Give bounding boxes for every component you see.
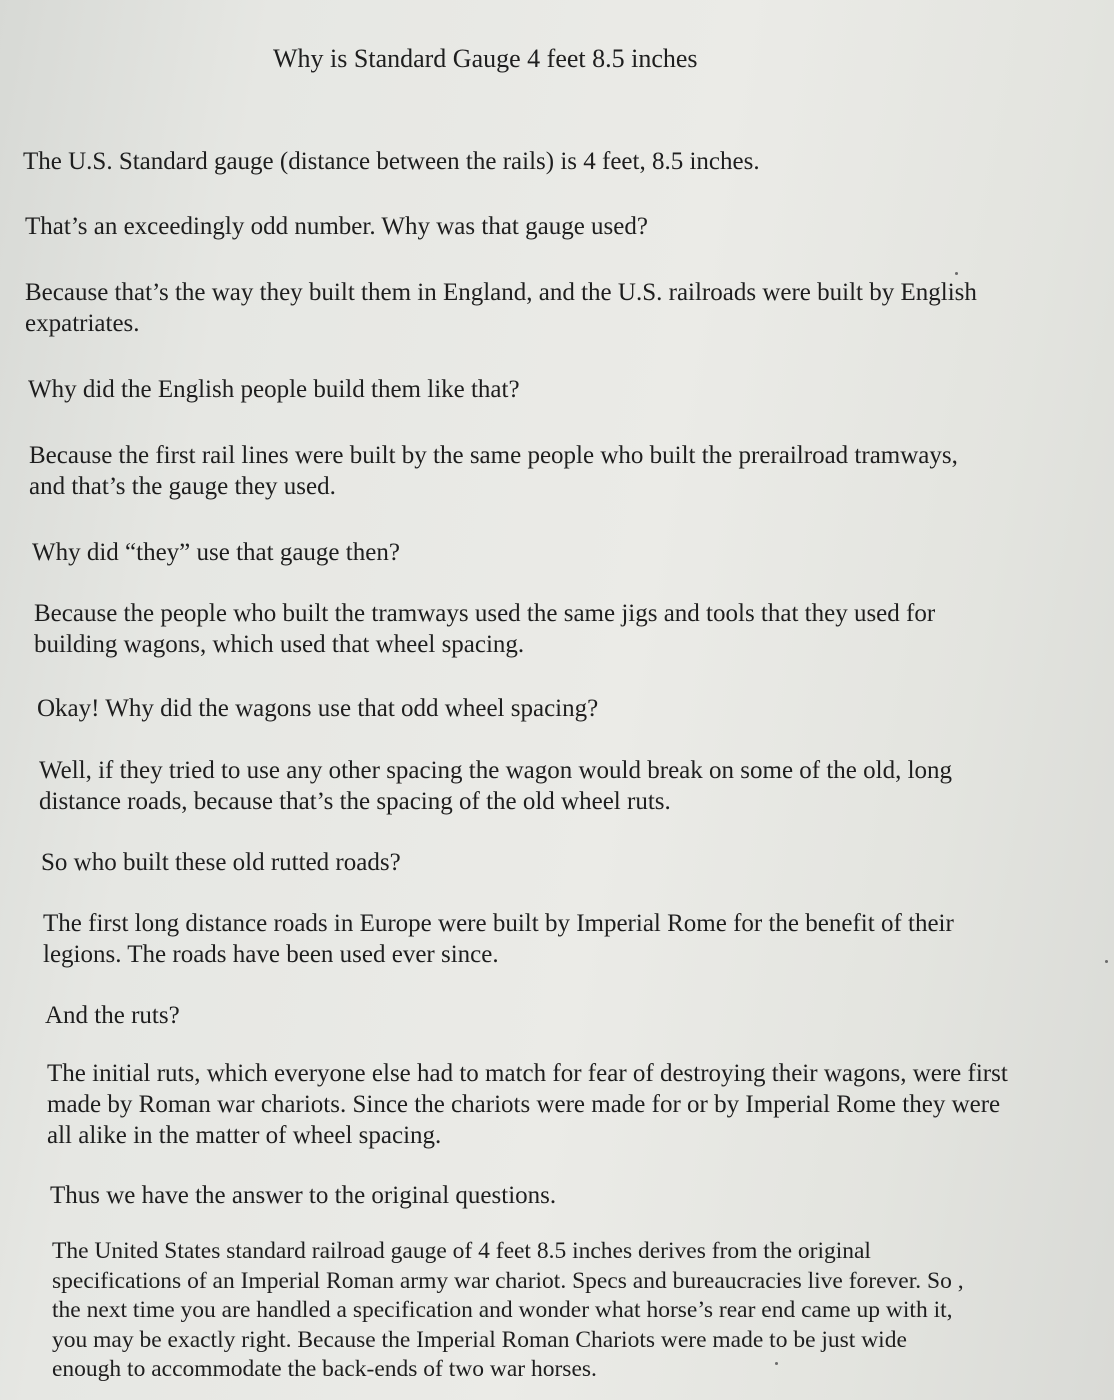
paragraph-line: enough to accommodate the back-ends of two war horses. [52, 1356, 597, 1382]
paragraph-2 [25, 211, 648, 242]
paper-speck [1105, 960, 1108, 963]
paragraph-line: So who built these old rutted roads? [41, 849, 401, 876]
paragraph-8 [37, 693, 598, 724]
paragraph-5 [29, 440, 958, 502]
paragraph-7 [34, 598, 935, 660]
paragraph-1 [23, 146, 760, 177]
paragraph-4 [28, 374, 520, 405]
paragraph-line: The U.S. Standard gauge (distance between the rails) is 4 feet, 8.5 inches. [23, 148, 760, 175]
paragraph-line: Because that’s the way they built them in England, and the U.S. railroads were built by English [25, 279, 977, 306]
paragraph-line: Why did the English people build them like that? [28, 376, 520, 403]
paragraph-line: specifications of an Imperial Roman army war chariot. Specs and bureaucracies live forever. So , [52, 1267, 964, 1294]
paragraph-13 [47, 1058, 1008, 1151]
paragraph-line: and that’s the gauge they used. [29, 473, 336, 500]
paragraph-11 [43, 908, 954, 970]
paragraph-3 [25, 277, 977, 339]
paragraph-12 [45, 1000, 180, 1031]
paragraph-line: made by Roman war chariots. Since the chariots were made for or by Imperial Rome they were [47, 1091, 1001, 1118]
paragraph-9 [39, 755, 952, 817]
paragraph-line: The United States standard railroad gauge of 4 feet 8.5 inches derives from the original [52, 1238, 871, 1264]
paragraph-line: all alike in the matter of wheel spacing. [47, 1122, 442, 1149]
paragraph-line: Because the people who built the tramways used the same jigs and tools that they used for [34, 600, 936, 627]
paragraph-line: the next time you are handled a specification and wonder what horse’s rear end came up with it, [52, 1297, 953, 1323]
paragraph-line: The initial ruts, which everyone else had to match for fear of destroying their wagons, were first [47, 1060, 1008, 1087]
paragraph-line: you may be exactly right. Because the Imperial Roman Chariots were made to be just wide [52, 1326, 907, 1353]
paragraph-14 [50, 1180, 556, 1211]
paper-speck [955, 272, 958, 275]
document-title: Why is Standard Gauge 4 feet 8.5 inches [273, 44, 698, 73]
paragraph-line: Well, if they tried to use any other spacing the wagon would break on some of the old, long [39, 757, 953, 784]
paragraph-6 [32, 537, 400, 568]
paragraph-line: legions. The roads have been used ever since. [43, 941, 499, 968]
paragraph-line: The first long distance roads in Europe were built by Imperial Rome for the benefit of their [43, 910, 954, 937]
paragraph-line: Thus we have the answer to the original questions. [50, 1182, 557, 1209]
paragraph-line: building wagons, which used that wheel spacing. [34, 631, 525, 658]
paragraph-10 [41, 847, 401, 878]
paragraph-line: distance roads, because that’s the spacing of the old wheel ruts. [39, 788, 671, 815]
paragraph-line: Because the first rail lines were built by the same people who built the prerailroad tramways, [29, 442, 958, 469]
paragraph-line: expatriates. [25, 310, 140, 337]
paragraph-15 [52, 1237, 964, 1385]
paragraph-line: That’s an exceedingly odd number. Why was that gauge used? [25, 213, 648, 240]
paper-speck [775, 1362, 778, 1365]
paragraph-line: Why did “they” use that gauge then? [32, 539, 400, 566]
paragraph-line: And the ruts? [45, 1002, 180, 1029]
paragraph-line: Okay! Why did the wagons use that odd wheel spacing? [37, 695, 599, 722]
